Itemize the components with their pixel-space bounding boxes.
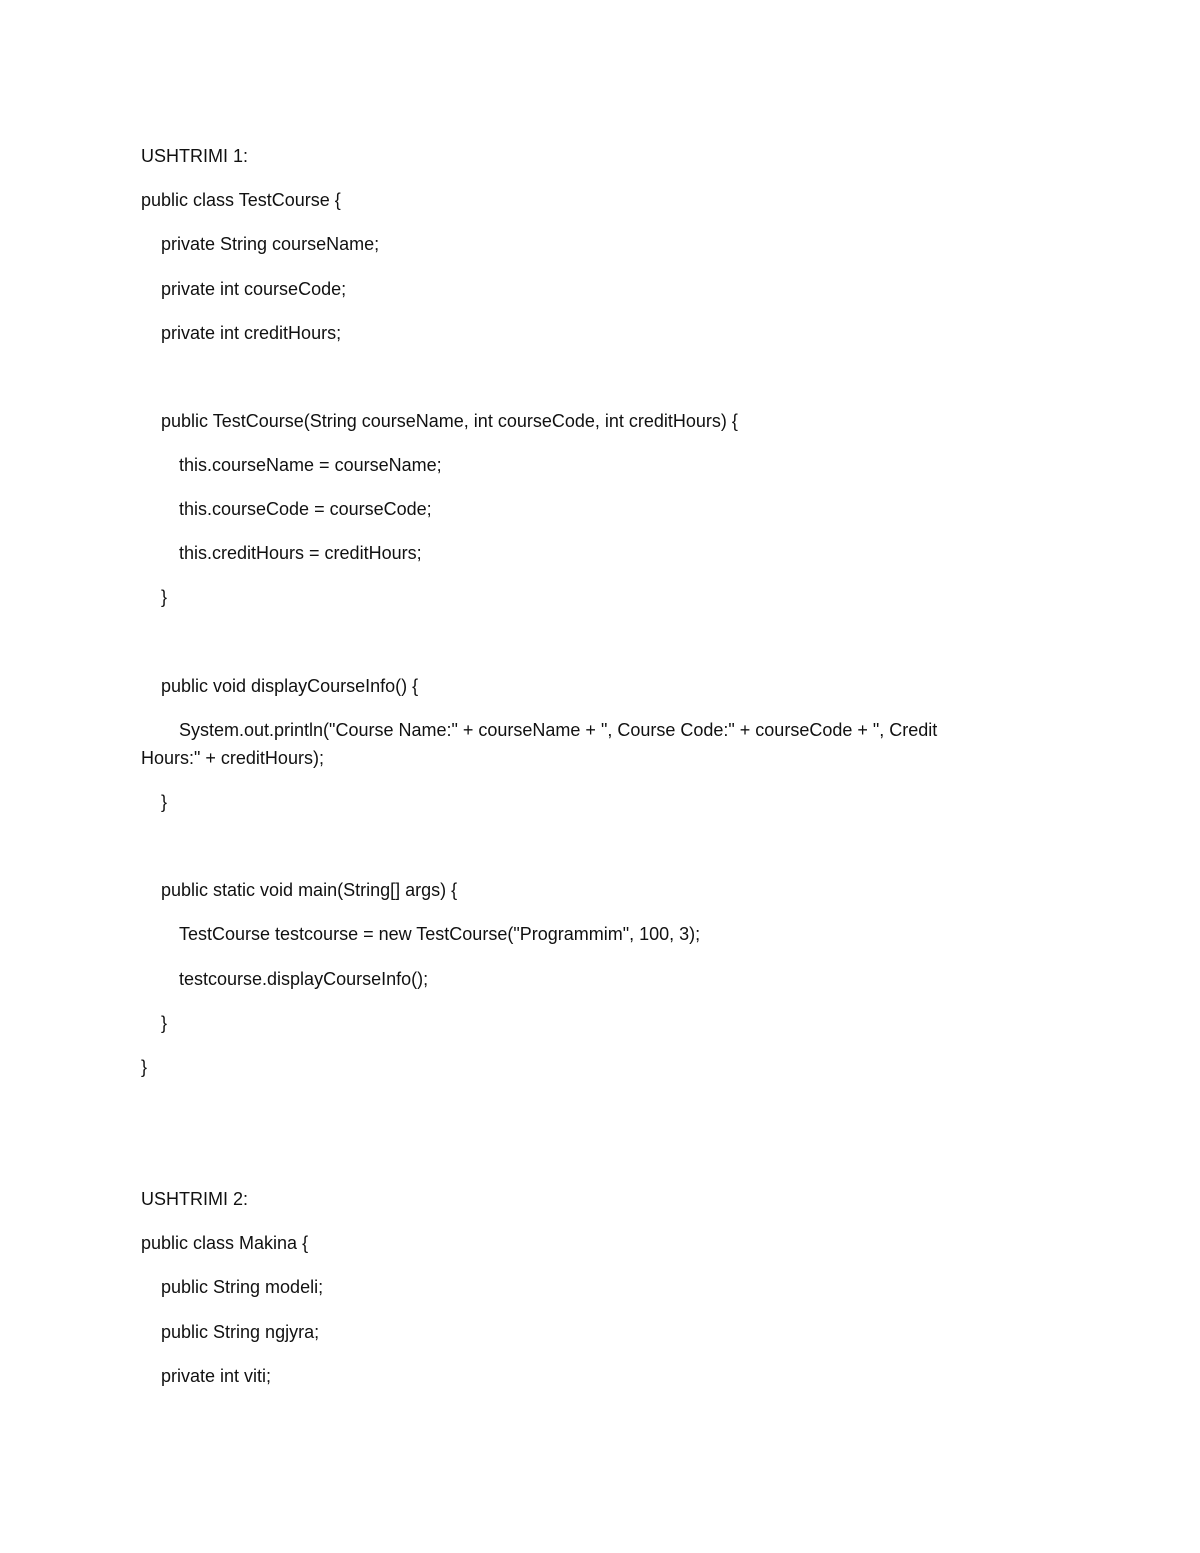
code-line: this.creditHours = creditHours; <box>179 543 422 563</box>
code-line: } <box>141 1057 148 1077</box>
code-line: testcourse.displayCourseInfo(); <box>179 969 429 989</box>
code-line: } <box>161 1013 168 1033</box>
code-line: Hours:" + creditHours); <box>141 748 324 768</box>
code-line: this.courseCode = courseCode; <box>179 499 432 519</box>
code-line: } <box>161 587 168 607</box>
code-line: private String courseName; <box>161 234 380 254</box>
exercise-2-heading: USHTRIMI 2: <box>141 1189 249 1209</box>
code-line: System.out.println("Course Name:" + courseName + ", Course Code:" + courseCode + ", Credit <box>179 720 938 740</box>
code-line: private int courseCode; <box>161 279 347 299</box>
code-line: private int creditHours; <box>161 323 342 343</box>
code-line: this.courseName = courseName; <box>179 455 442 475</box>
code-line: public String modeli; <box>161 1277 324 1297</box>
exercise-1-heading: USHTRIMI 1: <box>141 146 249 166</box>
code-line: public class TestCourse { <box>141 190 341 210</box>
code-line: public TestCourse(String courseName, int courseCode, int creditHours) { <box>161 411 738 431</box>
code-line: public static void main(String[] args) { <box>161 880 458 900</box>
code-line: } <box>161 792 168 812</box>
code-line: public class Makina { <box>141 1233 309 1253</box>
code-line: public void displayCourseInfo() { <box>161 676 419 696</box>
code-line: public String ngjyra; <box>161 1322 320 1342</box>
code-line: private int viti; <box>161 1366 272 1386</box>
code-line: TestCourse testcourse = new TestCourse("Programmim", 100, 3); <box>179 924 701 944</box>
